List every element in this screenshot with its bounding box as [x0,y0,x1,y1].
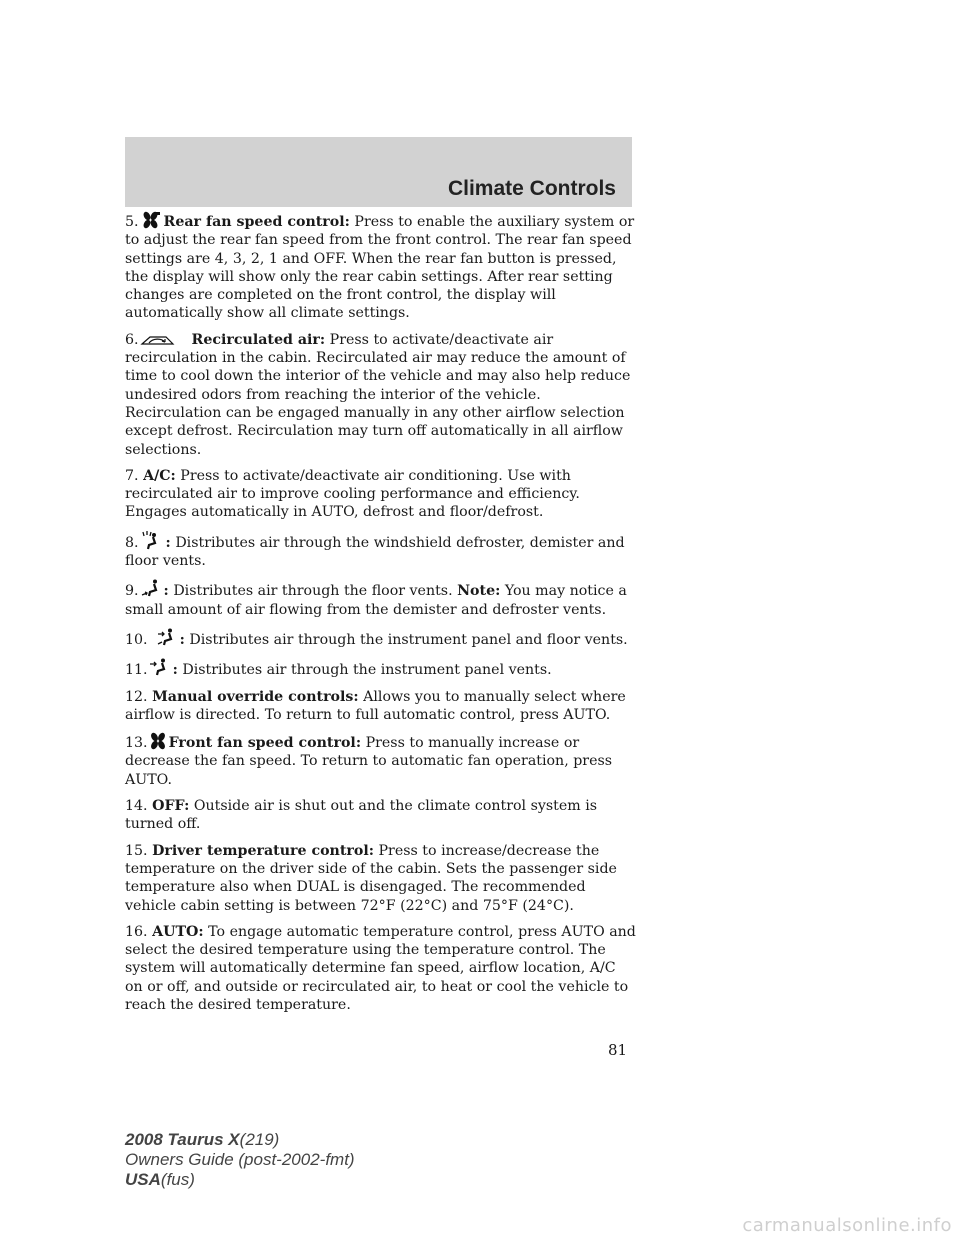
item-label: : [165,534,171,551]
item-number: 14. [125,798,148,815]
item-number: 16. [125,923,148,940]
footer-model: 2008 Taurus X [125,1130,240,1149]
item-text: Allows you to manually select where airflow is directed. To return to full automatic control, press AUTO. [125,688,626,723]
item-text: Distributes air through the instrument panel vents. [182,662,552,679]
item-11 [125,657,637,679]
item-14 [125,797,637,834]
note-text: You may notice a small amount of air flowing from the demister and defroster vents. [125,583,627,618]
item-7 [125,467,637,522]
item-9 [125,578,637,619]
item-text: Press to activate/deactivate air recirculation in the cabin. Recirculated air may reduce the amount of time to cool down the interior of the vehicle and may also help reduce undesired odors from reaching the interior of the vehicle. Recirculation can be engaged manually in any other airflow selection except defrost. Recirculation may turn off automatically in all airflow selections. [125,331,631,458]
item-10 [125,627,637,649]
item-number: 9. [125,583,139,600]
item-text: To engage automatic temperature control, press AUTO and select the desired temperature using the temperature control. The system will automatically determine fan speed, airflow location, A/C on or off, and outside or recirculated air, to heat or cool the vehicle to reach the desired temperature. [125,923,636,1013]
item-text: Distributes air through the floor vents. [173,583,453,600]
document-footer [125,1130,355,1190]
item-text: Press to increase/decrease the temperature on the driver side of the cabin. Sets the passenger side temperature also when DUAL is disengaged. The recommended vehicle cabin setting is between 72°F (22°C) and 75°F (24°C). [125,842,617,914]
item-number: 15. [125,842,148,859]
item-5 [125,211,637,323]
item-text: Press to activate/deactivate air conditioning. Use with recirculated air to improve cooling performance and efficiency. Engages automatically in AUTO, defrost and floor/defrost. [125,467,580,521]
item-13 [125,732,637,789]
item-label: A/C: [143,467,176,484]
item-text: Outside air is shut out and the climate control system is turned off. [125,798,598,833]
item-label: : [179,631,185,648]
item-text: Press to enable the auxiliary system or to adjust the rear fan speed from the front control. The rear fan speed settings are 4, 3, 2, 1 and OFF. When the rear fan button is pressed, the display will show only the rear cabin settings. After rear setting changes are completed on the front control, the display will automatically show all climate settings. [125,214,635,322]
item-number: 13. [125,735,148,752]
note-label: Note: [457,583,501,600]
footer-line-1 [125,1130,355,1150]
item-label: Driver temperature control: [152,842,374,859]
watermark[interactable]: carmanualsonline.info [742,1215,952,1236]
footer-line-2: Owners Guide (post-2002-fmt) [125,1150,355,1169]
panel-vent-icon [149,657,169,677]
footer-line-3 [125,1170,355,1190]
item-16 [125,923,637,1014]
section-title: Climate Controls [447,177,616,200]
footer-market-code: (fus) [160,1170,195,1189]
item-number: 6. [125,331,139,348]
section-header-band [125,137,632,207]
page-number: 81 [608,1041,628,1059]
item-label: Manual override controls: [152,688,359,705]
front-fan-icon [149,732,167,750]
item-label: Rear fan speed control: [163,214,350,230]
item-label: AUTO: [152,923,204,940]
item-6 [125,331,637,459]
item-number: 11. [125,662,148,679]
floor-vent-icon [140,578,160,598]
item-number: 7. [125,467,139,484]
floor-defrost-icon [140,530,160,550]
rear-fan-icon [140,211,162,229]
footer-market: USA [125,1170,161,1189]
item-text: Distributes air through the windshield defroster, demister and floor vents. [125,534,625,570]
panel-floor-icon [156,627,176,647]
page-content [125,211,637,1022]
footer-model-code: (219) [239,1130,280,1149]
item-number: 8. [125,534,139,551]
recirculation-icon [140,333,176,347]
item-label: : [172,662,178,679]
item-text: Distributes air through the instrument panel and floor vents. [189,631,628,648]
item-text: Press to manually increase or decrease the fan speed. To return to automatic fan operation, press AUTO. [125,735,613,788]
item-number: 10. [125,631,148,648]
item-8 [125,530,637,571]
item-label: OFF: [152,798,190,815]
item-label: Recirculated air: [191,331,326,348]
item-number: 12. [125,688,148,705]
item-label: : [163,583,169,600]
item-label: Front fan speed control: [168,735,362,752]
item-12 [125,688,637,725]
item-15 [125,842,637,915]
item-number: 5. [125,214,139,230]
